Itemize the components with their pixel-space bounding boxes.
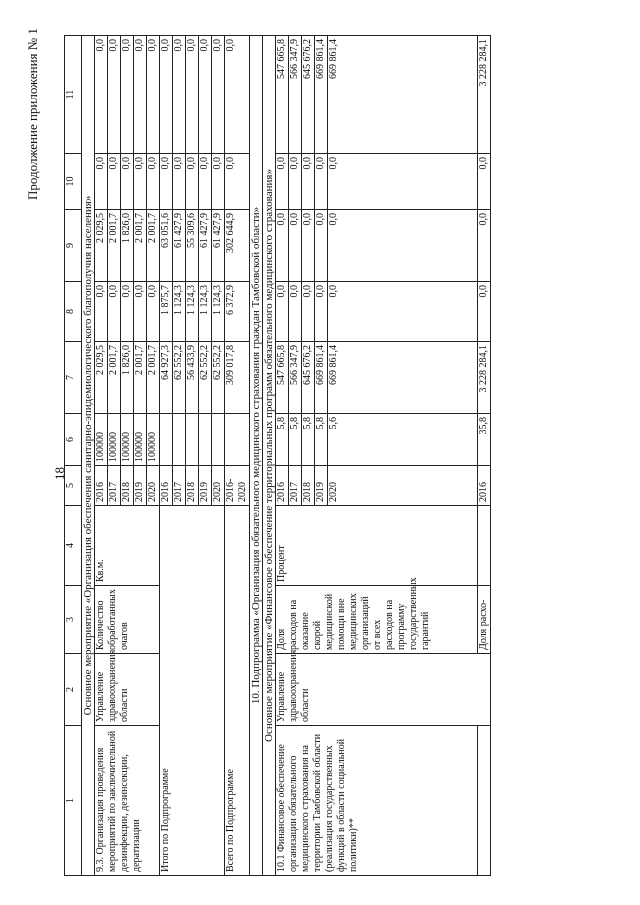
value-cell: 645 676,2 [302,36,315,154]
row-10-1-indicator: Доля расходов на оказание скорой медицинской помощи вне медицинских организаций от всех расходов на программу государственных гарантий [276,586,478,654]
value-cell: 2 001,7 [108,342,121,414]
value-cell: 0,0 [289,210,302,282]
value-cell: 5,8 [302,414,315,466]
value-cell: 0,0 [147,36,160,154]
value-cell: 0,0 [173,36,186,154]
value-cell: 56 433,9 [186,342,199,414]
value-cell: 669 861,4 [328,342,478,414]
row-9-3-unit: Кв.м. [95,506,160,586]
row-9-3-indicator: Количество обработанных очагов [95,586,160,654]
row-10-1-name: 10.1 Финансовое обеспечение организации обязательного медицинского страхования на территории Тамбовской области (реализация государственных функций в области социальной политики)** [276,726,478,876]
year-cell: 2016 [478,466,491,506]
value-cell: 0,0 [328,210,478,282]
value-cell: 0,0 [134,36,147,154]
value-cell: 0,0 [225,154,250,210]
value-cell: 5,8 [289,414,302,466]
value-cell: 0,0 [134,282,147,342]
value-cell: 0,0 [95,36,108,154]
value-cell: 0,0 [121,282,134,342]
table-row [95,36,108,876]
col-num: 4 [65,506,82,586]
year-cell: 2018 [302,466,315,506]
value-cell [212,414,225,466]
program-table [64,35,491,876]
section-header-row [263,36,276,876]
value-cell: 5,8 [315,414,328,466]
value-cell: 0,0 [328,154,478,210]
column-numbers-row [65,36,82,876]
value-cell: 2 001,7 [134,342,147,414]
value-cell: 0,0 [478,154,491,210]
value-cell: 0,0 [276,210,289,282]
value-cell: 0,0 [121,154,134,210]
value-cell: 0,0 [147,282,160,342]
row-9-3-executor: Управление здравоохранения области [95,654,160,726]
year-cell: 2020 [147,466,160,506]
value-cell: 0,0 [108,36,121,154]
value-cell: 1 826,0 [121,210,134,282]
value-cell: 669 861,4 [315,342,328,414]
value-cell: 0,0 [186,36,199,154]
empty-cell [478,506,491,586]
row-9-3-name: 9.3. Организация проведения мероприятий по заключительной дезинфекции, дезинсекции, дератизации [95,726,160,876]
year-cell: 2018 [121,466,134,506]
year-cell: 2016 [95,466,108,506]
page-number: 18 [52,467,67,480]
value-cell [186,414,199,466]
value-cell: 100000 [121,414,134,466]
col-num: 5 [65,466,82,506]
itogo-label: Итого по Подпрограмме [160,506,225,876]
value-cell: 1 875,7 [160,282,173,342]
col-num: 6 [65,414,82,466]
value-cell: 0,0 [121,36,134,154]
value-cell: 100000 [95,414,108,466]
year-cell: 2017 [108,466,121,506]
section1-header: Основное мероприятие «Организация обеспечения санитарно-эпидемиологического благополучия населения» [82,36,95,876]
value-cell: 100000 [134,414,147,466]
section2-header: 10. Подпрограмма «Организация обязательного медицинского страхования граждан Тамбовской области» [250,36,263,876]
empty-cell [478,726,491,876]
value-cell: 0,0 [147,154,160,210]
rotated-table-container [64,36,586,876]
value-cell [199,414,212,466]
year-cell: 2019 [134,466,147,506]
value-cell [160,414,173,466]
value-cell: 3 228 284,1 [478,36,491,154]
value-cell: 3 228 284,1 [478,342,491,414]
value-cell: 547 665,8 [276,36,289,154]
year-cell: 2018 [186,466,199,506]
value-cell: 35,8 [478,414,491,466]
value-cell: 0,0 [95,282,108,342]
value-cell: 0,0 [276,282,289,342]
value-cell [173,414,186,466]
value-cell: 0,0 [160,154,173,210]
col-num: 10 [65,154,82,210]
value-cell: 55 309,6 [186,210,199,282]
year-cell: 2020 [212,466,225,506]
year-cell: 2019 [199,466,212,506]
section3-header: Основное мероприятие «Финансовое обеспечение территориальных программ обязательного медицинского страхования» [263,36,276,876]
value-cell: 2 029,5 [95,210,108,282]
year-cell: 2017 [173,466,186,506]
value-cell: 63 051,6 [160,210,173,282]
value-cell: 0,0 [199,154,212,210]
value-cell: 62 552,2 [199,342,212,414]
col-num: 2 [65,654,82,726]
year-cell: 2020 [328,466,478,506]
col-num: 7 [65,342,82,414]
value-cell: 0,0 [289,154,302,210]
value-cell: 61 427,9 [199,210,212,282]
value-cell: 2 029,5 [95,342,108,414]
value-cell: 0,0 [302,282,315,342]
year-cell: 2016 [160,466,173,506]
last-indicator: Доля расхо- [478,586,491,654]
vsego-label: Всего по Подпрограмме [225,506,250,876]
value-cell: 0,0 [225,36,250,154]
value-cell: 1 124,3 [199,282,212,342]
value-cell: 0,0 [315,282,328,342]
value-cell: 6 372,9 [225,282,250,342]
value-cell: 0,0 [108,154,121,210]
value-cell: 309 017,8 [225,342,250,414]
section-header-row [250,36,263,876]
value-cell: 0,0 [134,154,147,210]
value-cell: 2 001,7 [134,210,147,282]
col-num: 3 [65,586,82,654]
value-cell: 0,0 [95,154,108,210]
value-cell: 0,0 [315,154,328,210]
value-cell: 645 676,2 [302,342,315,414]
value-cell: 0,0 [302,210,315,282]
value-cell: 0,0 [302,154,315,210]
row-10-1-unit: Процент [276,506,478,586]
appendix-note: Продолжение приложения № 1 [25,28,40,200]
year-cell: 2016-2020 [225,466,250,506]
value-cell: 0,0 [212,154,225,210]
value-cell: 2 001,7 [147,210,160,282]
value-cell: 1 826,0 [121,342,134,414]
value-cell: 100000 [147,414,160,466]
value-cell: 0,0 [478,210,491,282]
value-cell: 0,0 [212,36,225,154]
col-num: 1 [65,726,82,876]
value-cell: 0,0 [276,154,289,210]
value-cell: 0,0 [289,282,302,342]
value-cell: 1 124,3 [212,282,225,342]
value-cell: 1 124,3 [186,282,199,342]
value-cell: 2 001,7 [108,210,121,282]
table-row [225,36,250,876]
value-cell: 0,0 [173,154,186,210]
value-cell [225,414,250,466]
value-cell: 566 347,9 [289,36,302,154]
value-cell: 302 644,9 [225,210,250,282]
value-cell: 2 001,7 [147,342,160,414]
value-cell: 0,0 [160,36,173,154]
row-10-1-executor: Управление здравоохранения области [276,654,491,726]
table-row [478,36,491,876]
col-num: 9 [65,210,82,282]
section-header-row [82,36,95,876]
col-num: 11 [65,36,82,154]
value-cell: 0,0 [199,36,212,154]
value-cell: 5,6 [328,414,478,466]
value-cell: 61 427,9 [173,210,186,282]
value-cell: 62 552,2 [212,342,225,414]
value-cell: 1 124,3 [173,282,186,342]
value-cell: 566 347,9 [289,342,302,414]
value-cell: 547 665,8 [276,342,289,414]
value-cell: 0,0 [108,282,121,342]
value-cell: 100000 [108,414,121,466]
value-cell: 0,0 [186,154,199,210]
year-cell: 2016 [276,466,289,506]
table-row [276,36,289,876]
value-cell: 0,0 [328,282,478,342]
year-cell: 2019 [315,466,328,506]
table-row [160,36,173,876]
value-cell: 64 927,3 [160,342,173,414]
value-cell: 0,0 [315,210,328,282]
value-cell: 669 861,4 [328,36,478,154]
value-cell: 0,0 [478,282,491,342]
col-num: 8 [65,282,82,342]
value-cell: 61 427,9 [212,210,225,282]
value-cell: 62 552,2 [173,342,186,414]
year-cell: 2017 [289,466,302,506]
value-cell: 669 861,4 [315,36,328,154]
value-cell: 5,8 [276,414,289,466]
